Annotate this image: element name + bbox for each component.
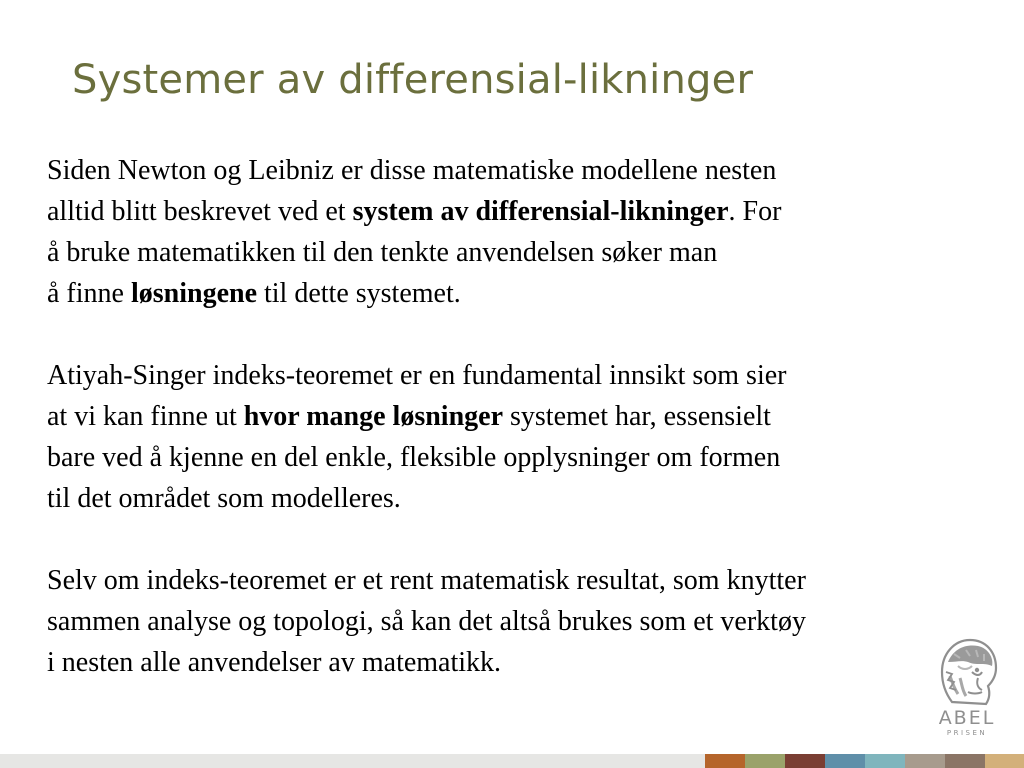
text-run: Atiyah-Singer indeks-teoremet er en fundamental innsikt som sier: [47, 360, 787, 391]
text-line: [47, 601, 992, 642]
text-line: [47, 478, 992, 519]
text-line: [47, 396, 992, 437]
text-run: systemet har, essensielt: [503, 401, 771, 432]
text-run: å bruke matematikken til den tenkte anvendelsen søker man: [47, 237, 718, 268]
text-line: [47, 642, 992, 683]
logo-subtitle: PRISEN: [946, 729, 988, 737]
text-run: Siden Newton og Leibniz er disse matematiske modellene nesten: [47, 155, 777, 186]
text-run: . For: [728, 196, 782, 227]
text-run: til dette systemet.: [257, 278, 461, 309]
text-run: bare ved å kjenne en del enkle, fleksible opplysninger om formen: [47, 442, 781, 473]
text-run: å finne: [47, 278, 131, 309]
abel-prisen-logo: [926, 632, 1008, 742]
text-line: [47, 150, 992, 191]
abel-portrait-icon: [932, 632, 1002, 706]
color-swatch: [905, 754, 945, 768]
bold-term: hvor mange løsninger: [243, 401, 504, 432]
color-swatch: [865, 754, 905, 768]
logo-wordmark: ABEL: [938, 707, 996, 729]
text-run: alltid blitt beskrevet ved et: [47, 196, 353, 227]
text-line: [47, 355, 992, 396]
color-swatch: [745, 754, 785, 768]
text-run: i nesten alle anvendelser av matematikk.: [47, 647, 502, 678]
color-swatch: [825, 754, 865, 768]
paragraph-2: [47, 355, 992, 519]
text-line: [47, 191, 992, 232]
footer-color-swatches: [705, 754, 1024, 768]
text-run: til det området som modelleres.: [47, 483, 401, 514]
paragraph-3: [47, 560, 992, 683]
bold-term: system av differensial-likninger: [352, 196, 729, 227]
bold-term: løsningene: [130, 278, 257, 309]
text-line: [47, 232, 992, 273]
color-swatch: [785, 754, 825, 768]
text-line: [47, 273, 992, 314]
text-run: sammen analyse og topologi, så kan det altså brukes som et verktøy: [47, 606, 806, 637]
color-swatch: [985, 754, 1024, 768]
slide-body: [47, 150, 992, 683]
color-swatch: [945, 754, 985, 768]
text-run: at vi kan finne ut: [47, 401, 244, 432]
text-line: [47, 560, 992, 601]
footer-bar: [0, 754, 705, 768]
text-line: [47, 437, 992, 478]
slide-title: Systemer av differensial-likninger: [72, 57, 754, 103]
paragraph-1: [47, 150, 992, 314]
color-swatch: [705, 754, 745, 768]
text-run: Selv om indeks-teoremet er et rent matematisk resultat, som knytter: [47, 565, 806, 596]
